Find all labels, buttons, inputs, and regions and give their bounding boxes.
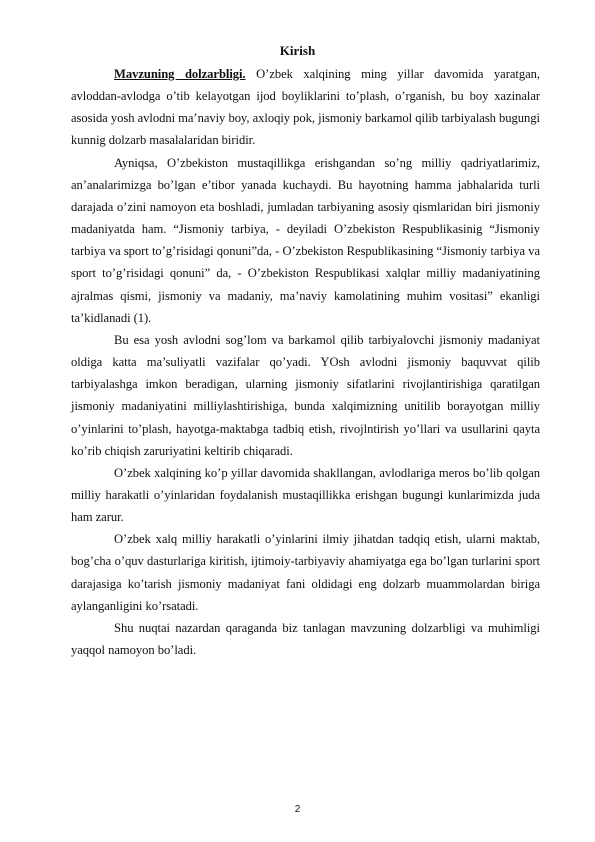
- paragraph: O’zbek xalqining ko’p yillar davomida shakllangan, avlodlariga meros bo’lib qolgan milliy harakatli o’yinlaridan foydalanish mustaqillikka erishgan bugungi kunlarimizda juda ham zarur.: [71, 465, 540, 525]
- paragraph-text: O’zbek xalqining ming yillar davomida yaratgan, avloddan-avlodga o’tib kelayotgan ijod boyliklarini to’plash, o’rganish, bu boy xazinalar asosida yosh avlodni ma’naviy boy, axloqiy pok, jismoniy barkamol qilib tarbiyalash bugungi kunnig dolzarb masalalaridan biridir.: [71, 67, 540, 148]
- paragraph: Ayniqsa, O’zbekiston mustaqillikga erishgandan so’ng milliy qadriyatlarimiz, an’analarimizga bo’lgan e’tibor yanada kuchaydi. Bu hayotning hamma jabhalarida turli darajada o’zini namoyon eta boshladi, jumladan tarbiyaning asosiy qismlaridan biri jismoniy madaniyatda ham. “Jismoniy tarbiya, - deyiladi O’zbekiston Respublikasinig “Jismoniy tarbiya va sport to’g’risidagi qonuni”da, - O’zbekiston Respublikasining “Jismoniy tarbiya va sport to’g’risidagi qonuni” da, - O’zbekiston Respublikasi xalqlar milliy madaniyatining ajralmas qismi, jismoniy va madaniy, ma’naviy kamolatining muhim vositasi” ekanligi ta’kidlanadi (1).: [71, 155, 540, 325]
- paragraph-relevance: [71, 63, 540, 152]
- paragraph: O’zbek xalq milliy harakatli o’yinlarini ilmiy jihatdan tadqiq etish, ularni maktab, bog’cha o’quv dasturlariga kiritish, ijtimoiy-tarbiyaviy ahamiyatga ega bo’lgan turlarini sport darajasiga ko’tarish jismoniy madaniyat fani oldidagi eng dolzarb muammolardan biriga aylanganligini ko’rsatadi.: [71, 532, 540, 613]
- document-body: [71, 63, 540, 661]
- page-number: 2: [294, 804, 301, 815]
- paragraph: Shu nuqtai nazardan qaraganda biz tanlagan mavzuning dolzarbligi va muhimligi yaqqol namoyon bo’ladi.: [71, 620, 540, 658]
- relevance-heading: Mavzuning dolzarbligi.: [114, 67, 246, 81]
- paragraph: Bu esa yosh avlodni sog’lom va barkamol qilib tarbiyalovchi jismoniy madaniyat oldiga katta ma’suliyatli vazifalar qo’yadi. YOsh avlodni jismoniy baquvvat qilib tarbiyalashga imkon beradigan, ularning jismoniy sifatlarini rivojlantirishiga qaratilgan jismoniy madaniyatini milliylashtirishiga, bunda xalqimizning unitilib borayotgan milliy o’yinlarini to’plash, hayotga-maktabga tadbiq etish, rivojlntirish yo’llari va usullarini qayta ko’rib chiqish zaruriyatini keltirib chiqaradi.: [71, 332, 540, 458]
- document-title: Kirish: [279, 43, 316, 58]
